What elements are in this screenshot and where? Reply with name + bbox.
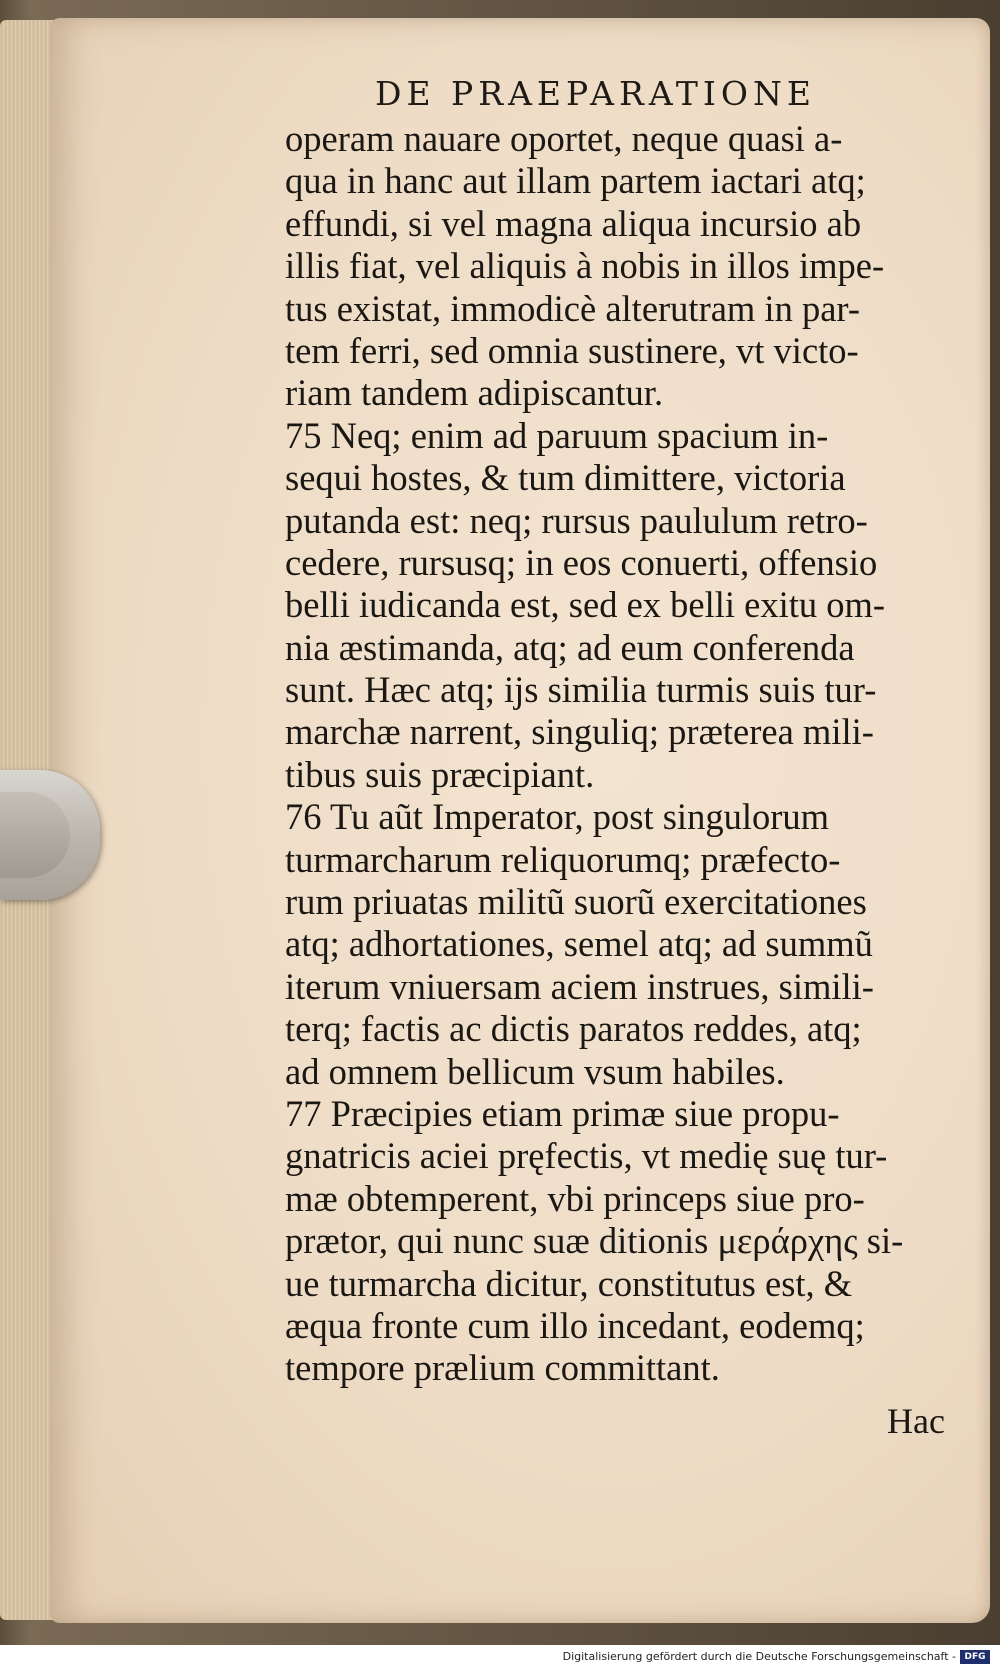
text-line: rum priuatas militũ suorũ exercitationes xyxy=(285,881,867,923)
text-line: ad omnem bellicum vsum habiles. xyxy=(285,1050,785,1092)
text-line: nia æstimanda, atq; ad eum conferenda xyxy=(285,626,855,668)
text-line: æqua fronte cum illo incedant, eodemq; xyxy=(285,1304,865,1346)
text-line: sunt. Hæc atq; ijs similia turmis suis tur- xyxy=(285,669,877,711)
text-line: tempore prælium committant. xyxy=(285,1347,720,1389)
text-line: sequi hostes, & tum dimittere, victoria xyxy=(285,457,846,499)
text-line: putanda est: neq; rursus paululum retro- xyxy=(285,499,868,541)
dfg-logo: DFG xyxy=(960,1650,990,1664)
book-clip-inner xyxy=(0,792,70,878)
text-line: riam tandem adipiscantur. xyxy=(285,372,664,414)
footer-credit: Digitalisierung gefördert durch die Deutsche Forschungsgemeinschaft - xyxy=(562,1650,956,1663)
text-line: iterum vniuersam aciem instrues, simili- xyxy=(285,965,874,1007)
text-line: qua in hanc aut illam partem iactari atq; xyxy=(285,160,866,202)
text-line: operam nauare oportet, neque quasi a- xyxy=(285,118,843,159)
running-head: DE PRAEPARATIONE xyxy=(375,74,816,113)
text-block xyxy=(285,118,970,1390)
text-line-section-77: 77 Præcipies etiam primæ siue propu- xyxy=(285,1092,840,1134)
text-line: prætor, qui nunc suæ ditionis μεράρχης si- xyxy=(285,1220,904,1262)
text-line: tem ferri, sed omnia sustinere, vt victo- xyxy=(285,329,859,371)
text-line: tibus suis præcipiant. xyxy=(285,753,595,795)
text-line: marchæ narrent, singuliq; præterea mili- xyxy=(285,711,874,753)
text-line: mæ obtemperent, vbi princeps siue pro- xyxy=(285,1177,865,1219)
text-line: effundi, si vel magna aliqua incursio ab xyxy=(285,202,862,244)
text-line: gnatricis aciei pręfectis, vt medię suę tur- xyxy=(285,1135,888,1177)
text-line: ue turmarcha dicitur, constitutus est, & xyxy=(285,1262,853,1304)
text-line-section-75: 75 Neq; enim ad paruum spacium in- xyxy=(285,414,829,456)
text-line: tus existat, immodicè alterutram in par- xyxy=(285,287,860,329)
text-line: illis fiat, vel aliquis à nobis in illos impe- xyxy=(285,245,885,287)
text-line: terq; factis ac dictis paratos reddes, atq; xyxy=(285,1008,862,1050)
text-line-section-76: 76 Tu aũt Imperator, post singulorum xyxy=(285,796,830,838)
text-line: belli iudicanda est, sed ex belli exitu om- xyxy=(285,584,886,626)
text-line: cedere, rursusq; in eos conuerti, offensio xyxy=(285,541,878,583)
catchword: Hac xyxy=(887,1401,945,1441)
text-line: atq; adhortationes, semel atq; ad summũ xyxy=(285,923,873,965)
text-line: turmarcharum reliquorumq; præfecto- xyxy=(285,838,841,880)
